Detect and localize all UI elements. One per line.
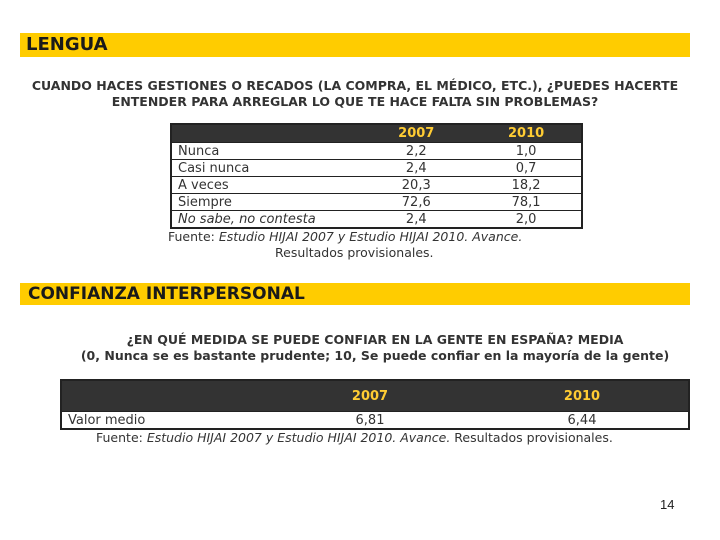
row-label: A veces (171, 177, 361, 194)
question-line-2: (0, Nunca se es bastante prudente; 10, Se puede confiar en la mayoría de la gente) (80, 348, 670, 363)
value-2007: 72,6 (361, 194, 471, 211)
source-suffix: Resultados provisionales. (275, 245, 434, 260)
row-label: Valor medio (61, 412, 264, 430)
source-prefix: Fuente: (96, 430, 147, 445)
value-2010: 1,0 (471, 143, 582, 160)
page-number: 14 (660, 497, 675, 512)
table-confianza (60, 379, 690, 430)
question-lengua: CUANDO HACES GESTIONES O RECADOS (LA COMPRA, EL MÉDICO, ETC.), ¿PUEDES HACERTE ENTENDER PARA ARREGLAR LO QUE TE HACE FALTA SIN PROBLEMAS? (31, 78, 679, 109)
question-confianza (60, 332, 690, 364)
value-2010: 78,1 (471, 194, 582, 211)
table-row (171, 177, 582, 194)
table-header-row (61, 380, 689, 412)
source-study: Estudio HIJAI 2007 y Estudio HIJAI 2010. Avance. (218, 229, 523, 244)
header-2007: 2007 (361, 124, 471, 143)
value-2010: 6,44 (476, 412, 689, 430)
table-row (171, 211, 582, 229)
table-lengua (170, 123, 583, 229)
value-2010: 2,0 (471, 211, 582, 229)
source-note-confianza (96, 430, 686, 446)
source-prefix: Fuente: (168, 229, 219, 244)
table-row (171, 194, 582, 211)
table-row (171, 160, 582, 177)
header-2010: 2010 (471, 124, 582, 143)
table-row (171, 143, 582, 160)
header-2010: 2010 (476, 380, 689, 412)
header-2007: 2007 (264, 380, 476, 412)
source-study: Estudio HIJAI 2007 y Estudio HIJAI 2010. Avance. (146, 430, 451, 445)
value-2010: 0,7 (471, 160, 582, 177)
question-line-1: ¿EN QUÉ MEDIDA SE PUEDE CONFIAR EN LA GENTE EN ESPAÑA? MEDIA (126, 332, 624, 347)
source-note-lengua (168, 229, 588, 261)
table-row (61, 412, 689, 430)
value-2010: 18,2 (471, 177, 582, 194)
row-label: Siempre (171, 194, 361, 211)
value-2007: 20,3 (361, 177, 471, 194)
row-label: Casi nunca (171, 160, 361, 177)
section-heading-lengua: LENGUA (20, 33, 690, 57)
value-2007: 2,2 (361, 143, 471, 160)
row-label: Nunca (171, 143, 361, 160)
value-2007: 2,4 (361, 160, 471, 177)
header-label-cell (61, 380, 264, 412)
header-label-cell (171, 124, 361, 143)
row-label: No sabe, no contesta (171, 211, 361, 229)
value-2007: 2,4 (361, 211, 471, 229)
value-2007: 6,81 (264, 412, 476, 430)
source-suffix: Resultados provisionales. (450, 430, 613, 445)
table-header-row (171, 124, 582, 143)
section-heading-confianza: CONFIANZA INTERPERSONAL (20, 283, 690, 305)
